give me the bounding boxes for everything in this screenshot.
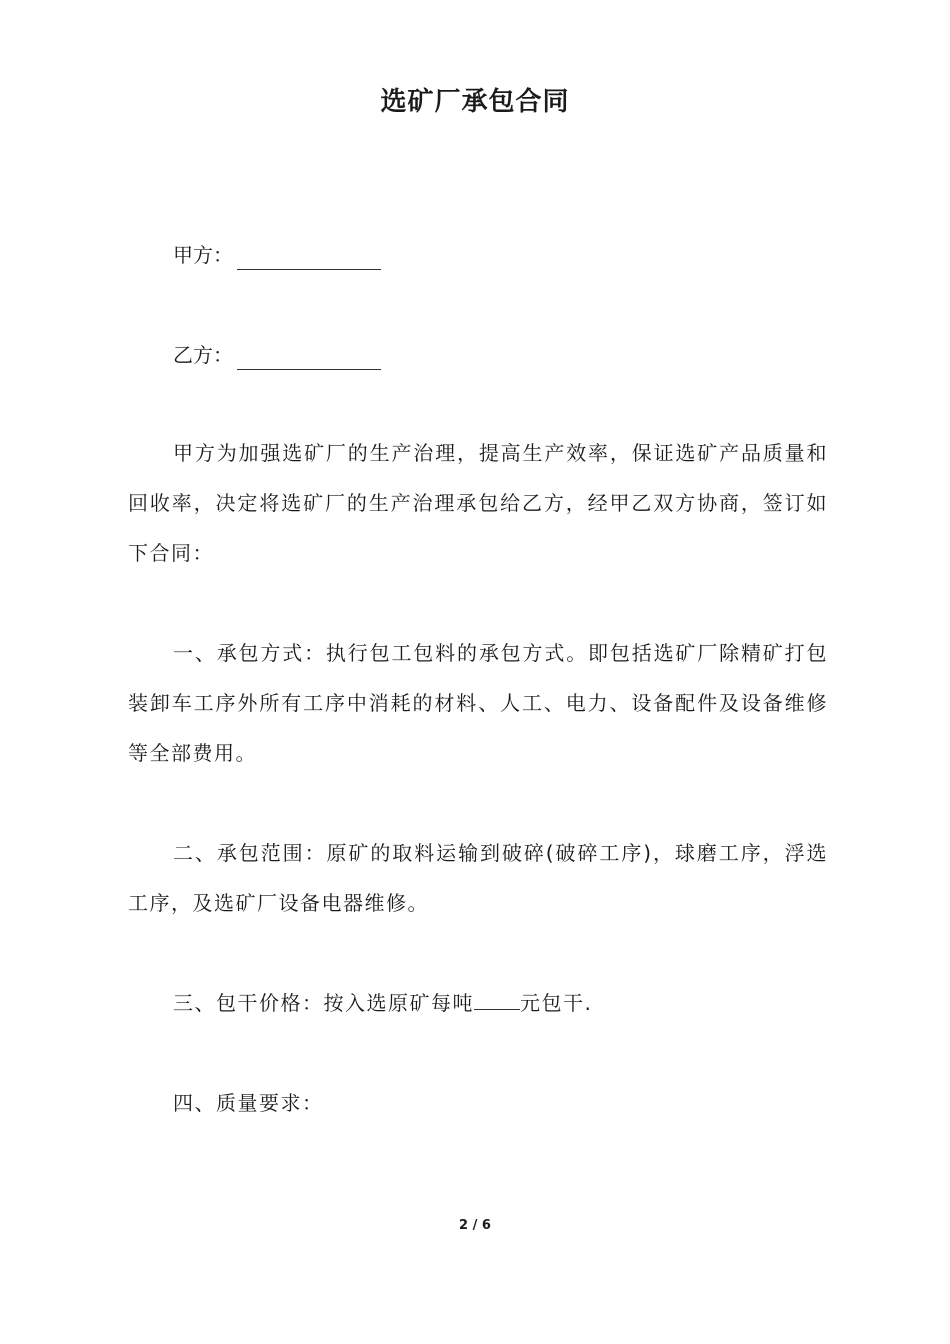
- party-b-blank: [237, 345, 381, 370]
- intro-paragraph: 甲方为加强选矿厂的生产治理，提高生产效率，保证选矿产品质量和回收率，决定将选矿厂的生产治理承包给乙方，经甲乙双方协商，签订如下合同：: [128, 441, 828, 565]
- clause-2-paragraph: 二、承包范围：原矿的取料运输到破碎(破碎工序)，球磨工序，浮选工序，及选矿厂设备电器维修。: [128, 841, 828, 915]
- document-title: 选矿厂承包合同: [380, 87, 570, 117]
- party-b-line: [173, 340, 381, 370]
- clause-1-paragraph: 一、承包方式：执行包工包料的承包方式。即包括选矿厂除精矿打包装卸车工序外所有工序中消耗的材料、人工、电力、设备配件及设备维修等全部费用。: [128, 641, 828, 765]
- party-a-blank: [237, 245, 381, 270]
- clause-3-prefix: 三、包干价格：按入选原矿每吨: [173, 991, 474, 1015]
- party-a-label: 甲方：: [173, 243, 233, 267]
- page-indicator: 2 / 6: [459, 1218, 491, 1233]
- clause-3-paragraph: [128, 978, 828, 1028]
- clause-4-paragraph: 四、质量要求：: [173, 1091, 324, 1115]
- party-b-label: 乙方：: [173, 343, 233, 367]
- clause-3-suffix: 元包干.: [520, 991, 593, 1015]
- price-blank: [474, 987, 520, 1010]
- party-a-line: [173, 240, 381, 270]
